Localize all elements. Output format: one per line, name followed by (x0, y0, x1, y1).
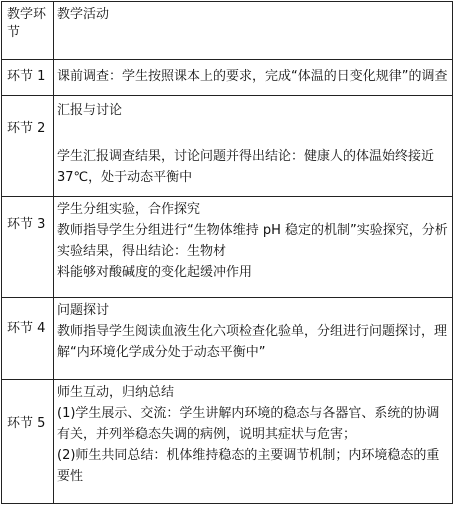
header-activity-label: 教学活动 (57, 7, 110, 22)
stage-label: 环节 2 (7, 121, 46, 136)
activity-line: (2)师生共同总结：机体维持稳态的主要调节机制；内环境稳态的重 (57, 448, 440, 463)
stage-cell (2, 298, 54, 379)
activity-line: 解“内环境化学成分处于动态平衡中” (57, 345, 266, 360)
stage-label: 环节 3 (7, 217, 46, 232)
activity-line: 汇报与讨论 (57, 103, 123, 118)
table-header-row (2, 2, 452, 59)
line-gap (57, 121, 448, 141)
activity-cell (54, 96, 452, 196)
stage-cell (2, 96, 54, 196)
activity-line: 问题探讨 (57, 303, 110, 318)
activity-cell (54, 380, 452, 504)
activity-line: 师生互动，归纳总结 (57, 385, 175, 400)
table-row (2, 297, 452, 379)
stage-cell (2, 380, 54, 504)
activity-cell (54, 298, 452, 379)
table-row (2, 59, 452, 95)
activity-line: 料能够对酸碱度的变化起缓冲作用 (57, 265, 253, 280)
activity-line: (1)学生展示、交流：学生讲解内环境的稳态与各器官、系统的协调 (57, 406, 440, 421)
table-row (2, 196, 452, 297)
activity-line: 学生汇报调查结果，讨论问题并得出结论：健康人的体温始终接近 (57, 149, 435, 164)
activity-line: 教师指导学生阅读血液生化六项检查化验单，分组进行问题探讨，理 (57, 324, 448, 339)
header-stage-label: 教学环节 (7, 7, 47, 40)
stage-label: 环节 1 (7, 69, 46, 84)
lesson-table (1, 1, 453, 504)
activity-line: 要性 (57, 469, 84, 484)
header-stage-cell (2, 2, 54, 59)
stage-cell (2, 60, 54, 95)
activity-line: 实验结果，得出结论：生物材 (57, 244, 227, 259)
activity-cell (54, 197, 452, 297)
stage-label: 环节 5 (7, 416, 46, 431)
activity-line: 37℃，处于动态平衡中 (57, 170, 193, 185)
stage-label: 环节 4 (7, 321, 46, 336)
activity-line: 有关，并列举稳态失调的病例，说明其症状与危害； (57, 427, 357, 442)
activity-line: 课前调查：学生按照课本上的要求，完成“体温的日变化规律”的调查 (57, 69, 448, 84)
table-row (2, 379, 452, 504)
activity-line: 学生分组实验，合作探究 (57, 202, 201, 217)
activity-line: 教师指导学生分组进行“生物体维持 pH 稳定的机制”实验探究，分析 (57, 223, 448, 238)
header-activity-cell (54, 2, 452, 59)
activity-cell (54, 60, 452, 95)
table-row (2, 95, 452, 196)
stage-cell (2, 197, 54, 297)
